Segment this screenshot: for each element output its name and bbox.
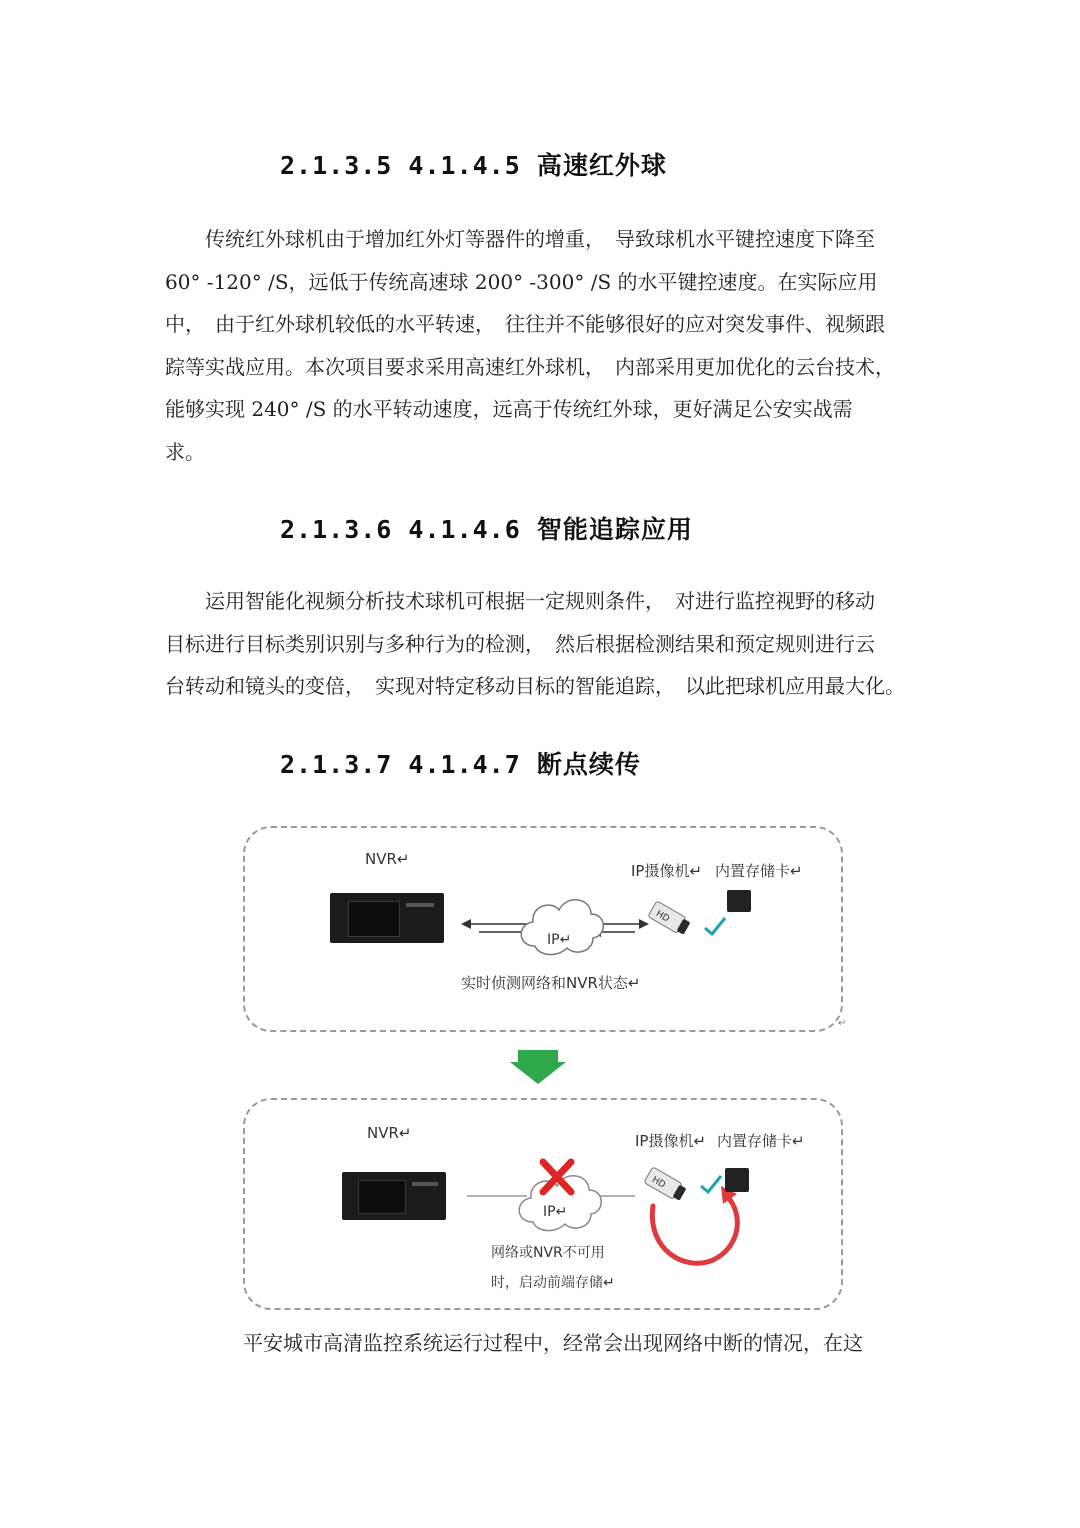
cloud-ip-label: IP↵ bbox=[543, 1204, 568, 1220]
text-line: 目标进行目标类别识别与多种行为的检测， 然后根据检测结果和预定规则进行云 bbox=[165, 631, 875, 656]
text-line: 60° -120° /S，远低于传统高速球 200° -300° /S 的水平键控速度。在实际应用 bbox=[165, 269, 878, 294]
nvr-label: NVR↵ bbox=[365, 850, 410, 868]
check-icon bbox=[697, 1170, 725, 1198]
text-line: 求。 bbox=[165, 439, 205, 464]
text-line: 运用智能化视频分析技术球机可根据一定规则条件， 对进行监控视野的移动 bbox=[165, 589, 875, 613]
camera-label: IP摄像机↵ bbox=[631, 862, 703, 880]
diagram-failover-state bbox=[243, 1098, 843, 1310]
status-label-line1: 网络或NVR不可用 bbox=[491, 1245, 605, 1261]
text-line: 传统红外球机由于增加红外灯等器件的增重， 导致球机水平键控速度下降至 bbox=[165, 227, 875, 251]
sd-card-icon bbox=[725, 1168, 749, 1192]
section-heading-ir-dome: 2.1.3.5 4.1.4.5 高速红外球 bbox=[280, 151, 667, 180]
section-heading-resume-transfer: 2.1.3.7 4.1.4.7 断点续传 bbox=[280, 750, 641, 779]
diagram-normal-state bbox=[243, 826, 843, 1032]
closing-paragraph bbox=[243, 1322, 923, 1365]
cloud-ip-label: IP↵ bbox=[547, 932, 572, 948]
camera-label: IP摄像机↵ bbox=[635, 1132, 707, 1150]
nvr-label: NVR↵ bbox=[367, 1124, 412, 1142]
check-icon bbox=[701, 912, 729, 940]
camera-badge-label: HD bbox=[650, 1175, 667, 1191]
status-label-line2: 时，启动前端存储↵ bbox=[491, 1275, 615, 1291]
text-line: 平安城市高清监控系统运行过程中，经常会出现网络中断的情况，在这 bbox=[243, 1331, 863, 1355]
down-arrow-icon bbox=[508, 1048, 568, 1088]
status-label: 实时侦测网络和NVR状态↵ bbox=[461, 974, 641, 992]
sd-card-icon bbox=[727, 890, 751, 912]
text-line: 踪等实战应用。本次项目要求采用高速红外球机， 内部采用更加优化的云台技术， bbox=[165, 354, 895, 379]
ip-camera-icon bbox=[645, 900, 695, 940]
loop-arrow-icon bbox=[652, 1196, 737, 1263]
paragraph-ir-dome bbox=[165, 218, 917, 473]
paragraph-smart-tracking bbox=[165, 580, 917, 708]
text-line: 能够实现 240° /S 的水平转动速度，远高于传统红外球，更好满足公安实战需 bbox=[165, 397, 853, 421]
storage-card-label: 内置存储卡↵ bbox=[717, 1132, 805, 1150]
camera-badge-label: HD bbox=[654, 909, 671, 925]
ip-camera-icon bbox=[641, 1166, 691, 1206]
link-arrows bbox=[245, 828, 841, 1030]
text-line: 中， 由于红外球机较低的水平转速， 往往并不能够很好的应对突发事件、视频跟 bbox=[165, 312, 885, 336]
text-line: 台转动和镜头的变倍， 实现对特定移动目标的智能追踪， 以此把球机应用最大化。 bbox=[165, 674, 905, 698]
corner-return-mark: ↵ bbox=[838, 1018, 847, 1029]
section-heading-smart-tracking: 2.1.3.6 4.1.4.6 智能追踪应用 bbox=[280, 515, 693, 544]
storage-card-label: 内置存储卡↵ bbox=[715, 862, 803, 880]
